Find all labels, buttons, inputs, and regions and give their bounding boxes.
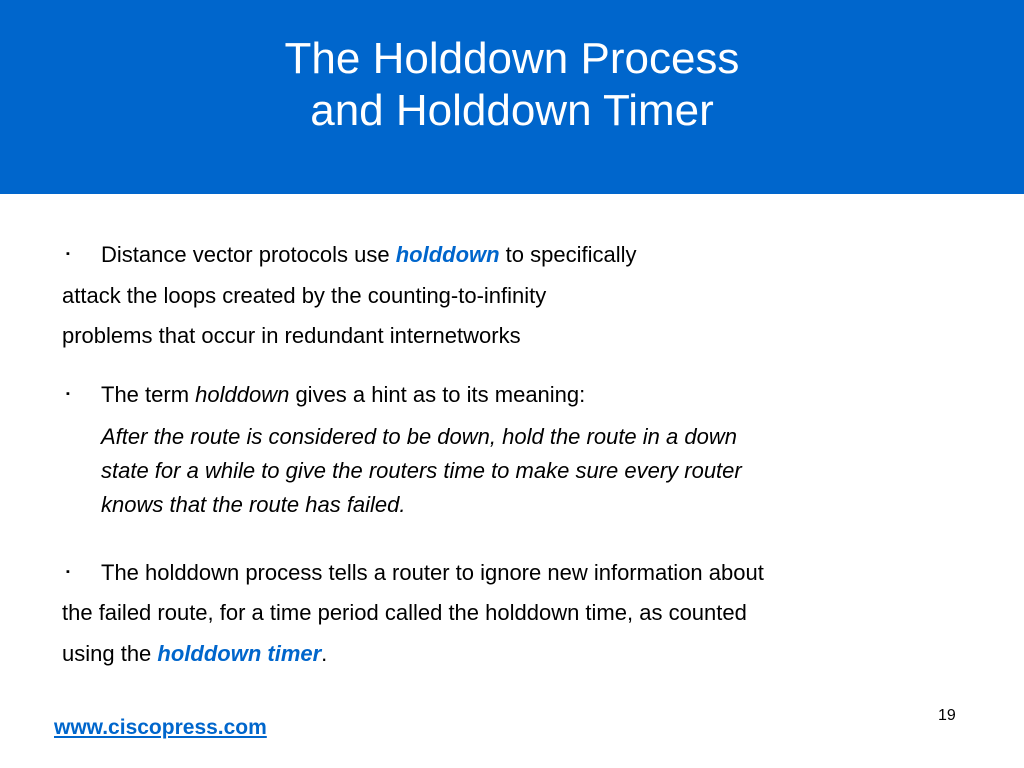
bullet3-line3 <box>62 641 327 667</box>
bullet2-line1 <box>101 382 585 408</box>
bullet1-keyword: holddown <box>395 242 500 267</box>
bullet3-line1: The holddown process tells a router to ignore new information about <box>101 560 764 585</box>
slide-title-line2: and Holddown Timer <box>310 86 714 135</box>
bullet2-text-pre: The term <box>101 382 196 407</box>
ciscopress-link[interactable]: www.ciscopress.com <box>54 716 267 739</box>
bullet3-text-post: . <box>321 641 328 666</box>
bullet1-text-pre: Distance vector protocols use <box>101 242 396 267</box>
bullet-marker: ▪ <box>66 388 70 400</box>
bullet-marker: ▪ <box>66 566 70 578</box>
quote-line2: state for a while to give the routers time to make sure every router <box>101 458 742 483</box>
quote-line1: After the route is considered to be down, hold the route in a down <box>101 424 737 449</box>
bullet3-keyword: holddown timer <box>157 641 322 666</box>
bullet1-line2: attack the loops created by the counting-to-infinity <box>62 283 547 308</box>
bullet1-text-post: to specifically <box>499 242 637 267</box>
slide-title <box>0 33 1024 137</box>
bullet2-text-post: gives a hint as to its meaning: <box>289 382 586 407</box>
bullet3-line2: the failed route, for a time period called the holddown time, as counted <box>62 600 747 625</box>
page-number: 19 <box>938 707 956 724</box>
bullet2-keyword: holddown <box>195 382 290 407</box>
holddown-definition-quote <box>101 420 961 522</box>
bullet1-line1 <box>101 242 637 268</box>
slide-title-line1: The Holddown Process <box>284 34 740 83</box>
bullet-marker: ▪ <box>66 248 70 260</box>
bullet1-line3: problems that occur in redundant internetworks <box>62 323 521 348</box>
bullet3-text-pre: using the <box>62 641 158 666</box>
quote-line3: knows that the route has failed. <box>101 492 406 517</box>
